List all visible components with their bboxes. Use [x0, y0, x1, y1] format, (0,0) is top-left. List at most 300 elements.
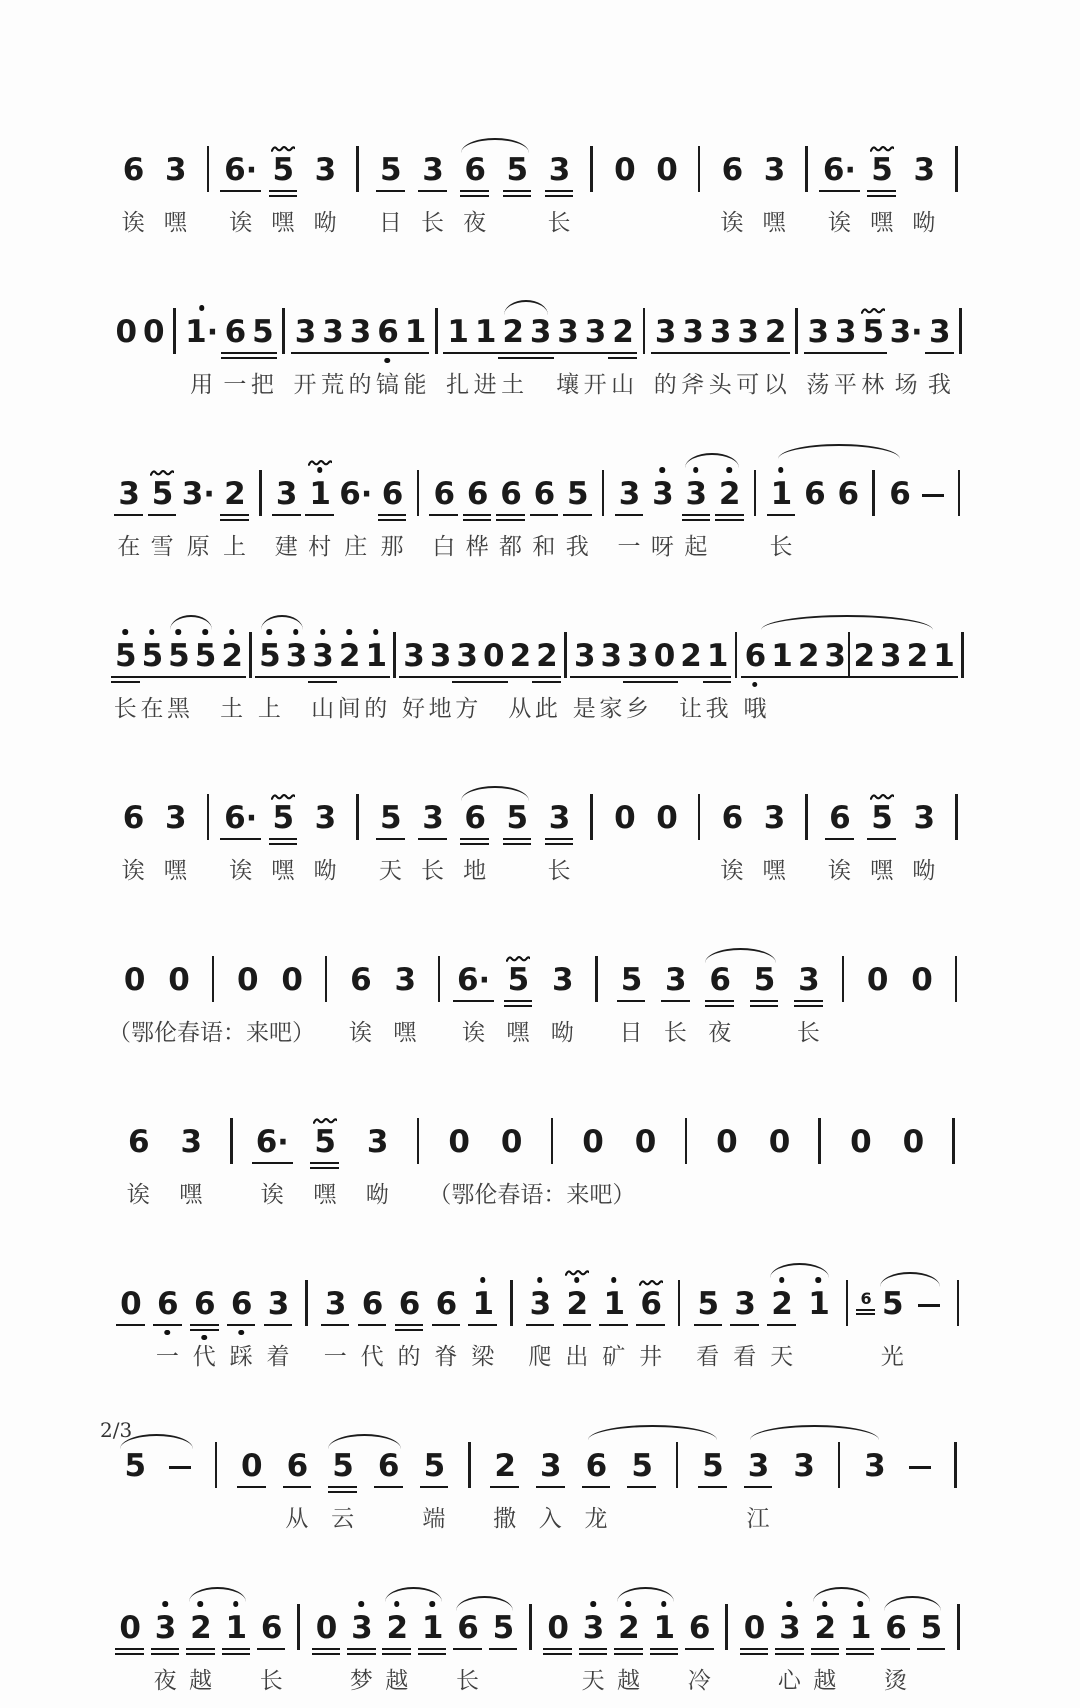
note-glyph	[265, 1286, 292, 1322]
slur-group	[454, 152, 538, 235]
note-glyph	[716, 476, 743, 512]
note-digit: 0	[716, 1124, 737, 1160]
duration-underline	[221, 352, 250, 354]
lyric: 嘿	[179, 1182, 203, 1207]
note	[772, 1610, 807, 1693]
note	[852, 1448, 898, 1484]
duration-underline	[471, 352, 500, 354]
duration-underline	[382, 1648, 411, 1650]
note	[598, 638, 625, 721]
note	[383, 962, 427, 1045]
note-digit: 3	[824, 638, 845, 674]
duration-underline	[545, 195, 574, 197]
note	[689, 1286, 726, 1369]
lyric: 诶	[348, 1020, 372, 1045]
note	[379, 1610, 414, 1693]
duration-underline	[775, 1648, 804, 1650]
barline	[251, 470, 269, 510]
note-glyph	[887, 314, 926, 350]
lyric: 上	[222, 534, 246, 559]
note-glyph	[549, 962, 576, 998]
barline	[427, 956, 451, 996]
note-digit: 6	[122, 800, 144, 836]
note	[454, 800, 496, 883]
dash-extension	[922, 494, 944, 498]
lyric: 荡	[806, 372, 830, 397]
note	[899, 962, 943, 998]
barline	[537, 1118, 566, 1158]
duration-underline	[418, 838, 447, 840]
note	[156, 962, 200, 998]
octave-dot-high	[660, 467, 666, 473]
slur-group	[763, 1286, 837, 1369]
note-digit: 2	[386, 1610, 408, 1646]
note-digit: 3	[312, 638, 333, 674]
note-glyph	[768, 1286, 795, 1322]
duration-underline	[876, 676, 905, 678]
note-digit: 1	[849, 1610, 871, 1646]
note-digit: 5	[753, 962, 775, 998]
duration-underline	[582, 1486, 611, 1488]
note	[336, 638, 363, 721]
note-glyph	[751, 962, 778, 998]
lyric: 白	[432, 534, 456, 559]
note-digit: 3	[422, 800, 443, 836]
note-glyph	[112, 638, 139, 674]
note-glyph	[192, 638, 219, 674]
note	[182, 314, 221, 397]
duration-underline	[252, 1162, 293, 1164]
lyric: 越	[616, 1668, 640, 1693]
note-digit: 0	[743, 1610, 765, 1646]
octave-dot-high	[726, 467, 732, 473]
duration-underline	[138, 676, 167, 678]
barline	[212, 956, 215, 1002]
note-digit: 3	[763, 152, 785, 188]
barline	[590, 794, 593, 840]
note	[834, 1124, 887, 1160]
note-glyph	[364, 1124, 391, 1160]
lyric: 和	[532, 534, 556, 559]
note-digit: 5	[115, 638, 136, 674]
octave-dot-high	[198, 1601, 204, 1607]
lyric: 云	[331, 1506, 355, 1531]
duration-underline	[698, 1486, 727, 1488]
note-glyph	[309, 638, 336, 674]
lyric: 越	[188, 1668, 212, 1693]
note	[262, 152, 304, 235]
lyric: 土	[501, 372, 525, 397]
note-glyph	[628, 1448, 655, 1484]
note-glyph	[445, 1124, 472, 1160]
note-digit: 6	[500, 476, 521, 512]
note	[795, 638, 822, 674]
note	[700, 1124, 753, 1160]
mordent-icon	[313, 1116, 337, 1125]
lyric: 嘿	[163, 210, 187, 235]
duration-underline	[504, 1000, 533, 1002]
barline	[957, 632, 968, 672]
note	[471, 314, 499, 397]
note-digit: 6	[885, 1610, 906, 1646]
note-glyph	[768, 638, 795, 674]
music-line-1	[112, 88, 968, 235]
duration-underline	[115, 1648, 144, 1650]
duration-underline	[164, 676, 193, 678]
lyric: 用	[190, 372, 214, 397]
note-glyph	[464, 476, 491, 512]
note	[401, 314, 429, 397]
note-digit: 6	[435, 1286, 457, 1322]
barline	[196, 794, 219, 834]
lyric: 长	[420, 858, 444, 883]
note-glyph	[598, 638, 625, 674]
note	[304, 152, 346, 235]
note-digit: 0	[850, 1124, 871, 1160]
duration-underline	[248, 352, 277, 354]
duration-underline	[867, 838, 896, 840]
note	[575, 1610, 610, 1693]
duration-underline	[650, 681, 679, 683]
lyric: 撒	[493, 1506, 517, 1531]
note-glyph	[826, 800, 853, 836]
note-glyph	[453, 638, 480, 674]
duration-underline	[496, 519, 525, 521]
note-digit: 0	[911, 962, 932, 998]
note-digit: 0	[902, 1124, 924, 1160]
duration-underline	[849, 676, 878, 678]
lyric: 地	[463, 858, 487, 883]
duration-underline	[867, 195, 896, 197]
lyric: 呦	[313, 210, 337, 235]
lyric: 诶	[260, 1182, 284, 1207]
note-glyph	[234, 962, 261, 998]
note-digit: 3	[798, 962, 819, 998]
note-glyph	[686, 1610, 713, 1646]
lyric: 的	[364, 696, 388, 721]
note-glyph	[805, 1286, 832, 1322]
duration-underline	[615, 514, 644, 516]
duration-underline	[347, 1653, 376, 1655]
note-digit: 6	[224, 800, 245, 836]
duration-underline	[347, 1648, 376, 1650]
barline	[945, 146, 968, 186]
duration-underline	[269, 190, 298, 192]
duration-underline	[237, 1486, 266, 1488]
note	[112, 1124, 165, 1207]
barline	[201, 956, 225, 996]
note-digit: 2	[536, 638, 557, 674]
note-glyph	[249, 314, 276, 350]
barline	[580, 146, 603, 186]
note-digit: 0	[547, 1610, 568, 1646]
lyric: 能	[403, 372, 427, 397]
note	[400, 638, 427, 721]
note	[619, 1124, 672, 1160]
duration-underline	[312, 1648, 341, 1650]
note	[768, 638, 795, 674]
barline	[560, 632, 571, 672]
duration-underline	[186, 1653, 215, 1655]
note-glyph	[582, 314, 609, 350]
note-glyph	[421, 1448, 448, 1484]
duration-underline	[597, 676, 626, 678]
note	[883, 476, 916, 512]
duration-underline	[115, 1653, 144, 1655]
note	[645, 800, 687, 836]
lyric: 入	[538, 1506, 562, 1531]
note-digit: 2	[618, 1610, 639, 1646]
note-digit: 0	[315, 1610, 337, 1646]
octave-dot-high	[626, 1601, 632, 1607]
barline	[805, 794, 808, 840]
note-digit: 2	[814, 1610, 836, 1646]
octave-dot-high	[693, 467, 699, 473]
note	[165, 638, 192, 721]
note-digit: 0	[482, 638, 504, 674]
augmentation-dot: ·	[911, 315, 923, 350]
note-glyph	[396, 1286, 423, 1322]
music-score	[108, 88, 968, 1708]
note-digit: 1	[472, 1286, 494, 1322]
duration-underline	[661, 1000, 690, 1002]
note	[269, 962, 313, 998]
note-digit: 6	[255, 1124, 277, 1160]
lyric: 夜	[708, 1020, 732, 1045]
octave-dot-high	[176, 629, 182, 635]
note	[646, 1610, 681, 1646]
barline	[409, 470, 427, 510]
mordent-icon	[861, 306, 885, 315]
lyric: 越	[385, 1668, 409, 1693]
note	[154, 152, 196, 235]
octave-dot-high	[233, 1601, 239, 1607]
note-glyph	[609, 314, 636, 350]
barline	[590, 146, 593, 192]
lyric: 诶	[229, 858, 253, 883]
duration-underline	[627, 1486, 656, 1488]
note	[270, 476, 303, 559]
note-digit: 3	[403, 638, 424, 674]
note-glyph	[306, 476, 333, 512]
note-digit: 6	[224, 152, 245, 188]
duration-underline	[186, 1648, 215, 1650]
duration-underline	[373, 352, 402, 354]
note	[223, 1286, 260, 1369]
note-digit: 6	[860, 1289, 871, 1308]
note-glyph	[571, 638, 598, 674]
note-digit: 3	[618, 476, 640, 512]
duration-underline	[856, 1309, 874, 1311]
note-digit: 2	[680, 638, 701, 674]
note-digit: 0	[237, 962, 258, 998]
duration-underline	[468, 1324, 497, 1326]
lyric: 爬	[528, 1344, 552, 1369]
lyric: 冷	[687, 1668, 711, 1693]
duration-underline	[358, 1324, 387, 1326]
note-glyph	[579, 1124, 606, 1160]
note	[619, 1448, 665, 1484]
note-glyph	[375, 1448, 402, 1484]
slur-group	[450, 1610, 521, 1693]
note	[369, 800, 411, 883]
note	[522, 1286, 559, 1369]
duration-underline	[418, 1653, 447, 1655]
duration-underline	[114, 514, 143, 516]
mordent-icon	[271, 792, 295, 801]
note-digit: 5	[862, 314, 884, 350]
lyric: 越	[813, 1668, 837, 1693]
duration-underline	[682, 514, 711, 516]
octave-dot-high	[317, 467, 323, 473]
note-glyph	[699, 1448, 726, 1484]
lyric: 以	[763, 372, 787, 397]
note-glyph	[857, 1291, 873, 1307]
note	[821, 638, 848, 674]
note-glyph	[238, 1448, 265, 1484]
note-glyph	[221, 476, 248, 512]
note-digit: 6	[377, 314, 398, 350]
note	[139, 638, 166, 721]
duration-underline	[530, 514, 559, 516]
barline	[955, 794, 958, 840]
note	[855, 962, 899, 998]
barline	[945, 794, 968, 834]
barline	[217, 1118, 246, 1158]
note	[365, 1448, 411, 1484]
note	[595, 1286, 632, 1369]
note-glyph	[278, 962, 305, 998]
note	[742, 962, 786, 998]
music-line-9	[112, 1384, 968, 1531]
note-glyph	[256, 638, 283, 674]
note-digit: 3	[540, 1448, 561, 1484]
barline	[950, 470, 968, 510]
slur-group	[735, 1442, 897, 1531]
dash-extension	[158, 1466, 204, 1483]
note	[494, 476, 527, 559]
barline	[669, 1280, 689, 1320]
lyric: 一	[155, 1344, 179, 1369]
note-glyph	[879, 1286, 906, 1322]
barline	[457, 1442, 482, 1482]
note	[496, 962, 540, 1045]
lyric: 的	[653, 372, 677, 397]
octave-dot-high	[778, 467, 784, 473]
barline	[943, 1442, 968, 1482]
notes-row	[112, 1384, 968, 1531]
note-digit: 3	[548, 800, 570, 836]
duration-underline	[374, 1486, 403, 1488]
barline	[207, 794, 210, 840]
note-digit: 1	[808, 1286, 829, 1322]
lyric: 长	[113, 696, 137, 721]
duration-underline	[376, 838, 405, 840]
note-digit: 3	[573, 638, 595, 674]
note-digit: 6	[230, 1286, 252, 1322]
note-glyph	[695, 1286, 722, 1322]
note	[842, 1610, 877, 1646]
note-glyph	[377, 152, 404, 188]
note-digit: 1	[404, 314, 426, 350]
duration-underline	[269, 195, 298, 197]
slur-group	[807, 1610, 878, 1693]
barline	[949, 1604, 968, 1644]
note	[427, 476, 460, 559]
note-glyph	[795, 638, 822, 674]
note-glyph	[882, 1610, 909, 1646]
note-glyph	[908, 962, 935, 998]
lyric: 方	[455, 696, 479, 721]
note-glyph	[805, 314, 832, 350]
note-glyph	[847, 1124, 874, 1160]
note-digit: 6	[377, 1448, 399, 1484]
note-digit: 3	[913, 152, 935, 188]
dash-extension	[916, 494, 949, 511]
duration-underline	[227, 1324, 256, 1326]
duration-underline	[376, 190, 405, 192]
note	[887, 1124, 940, 1160]
duration-underline	[264, 1324, 293, 1326]
note-glyph	[454, 1610, 481, 1646]
note-digit: 0	[582, 1124, 603, 1160]
note-glyph	[430, 476, 457, 512]
mordent-icon	[313, 1112, 337, 1128]
note-digit: 3	[456, 638, 477, 674]
lyric: 的	[397, 1344, 421, 1369]
barline	[594, 470, 612, 510]
dash-extension	[911, 1304, 948, 1321]
note	[507, 638, 534, 721]
lyric: 雪	[150, 534, 174, 559]
duration-underline	[282, 676, 311, 678]
slur-group	[742, 632, 957, 721]
note	[480, 638, 507, 674]
note	[930, 638, 957, 674]
barline	[795, 794, 818, 834]
duration-underline	[744, 1486, 773, 1488]
note-glyph	[930, 638, 957, 674]
mordent-icon	[639, 1274, 663, 1290]
note-digit: 3	[267, 1286, 289, 1322]
slur-group	[679, 476, 746, 559]
note	[485, 1124, 538, 1160]
duration-underline	[831, 352, 860, 354]
note-digit: 1	[365, 638, 387, 674]
lyric: 在	[117, 534, 141, 559]
barline	[864, 470, 882, 510]
barline	[203, 1442, 228, 1482]
note	[183, 1610, 218, 1693]
barline	[529, 1604, 532, 1650]
note	[274, 1448, 320, 1531]
mordent-icon	[271, 140, 295, 156]
note-digit: 0	[281, 962, 302, 998]
note-glyph	[886, 476, 913, 512]
note-glyph	[419, 152, 446, 188]
note	[246, 1124, 299, 1207]
slur-group	[499, 314, 554, 397]
note	[861, 152, 903, 235]
barline	[676, 1442, 679, 1488]
note-glyph	[498, 1124, 525, 1160]
note	[566, 1124, 619, 1160]
duration-underline	[318, 352, 347, 354]
note	[218, 476, 251, 559]
lyric: 扎	[446, 372, 470, 397]
note-digit: 6	[721, 800, 743, 836]
note-digit: 6	[260, 1610, 282, 1646]
